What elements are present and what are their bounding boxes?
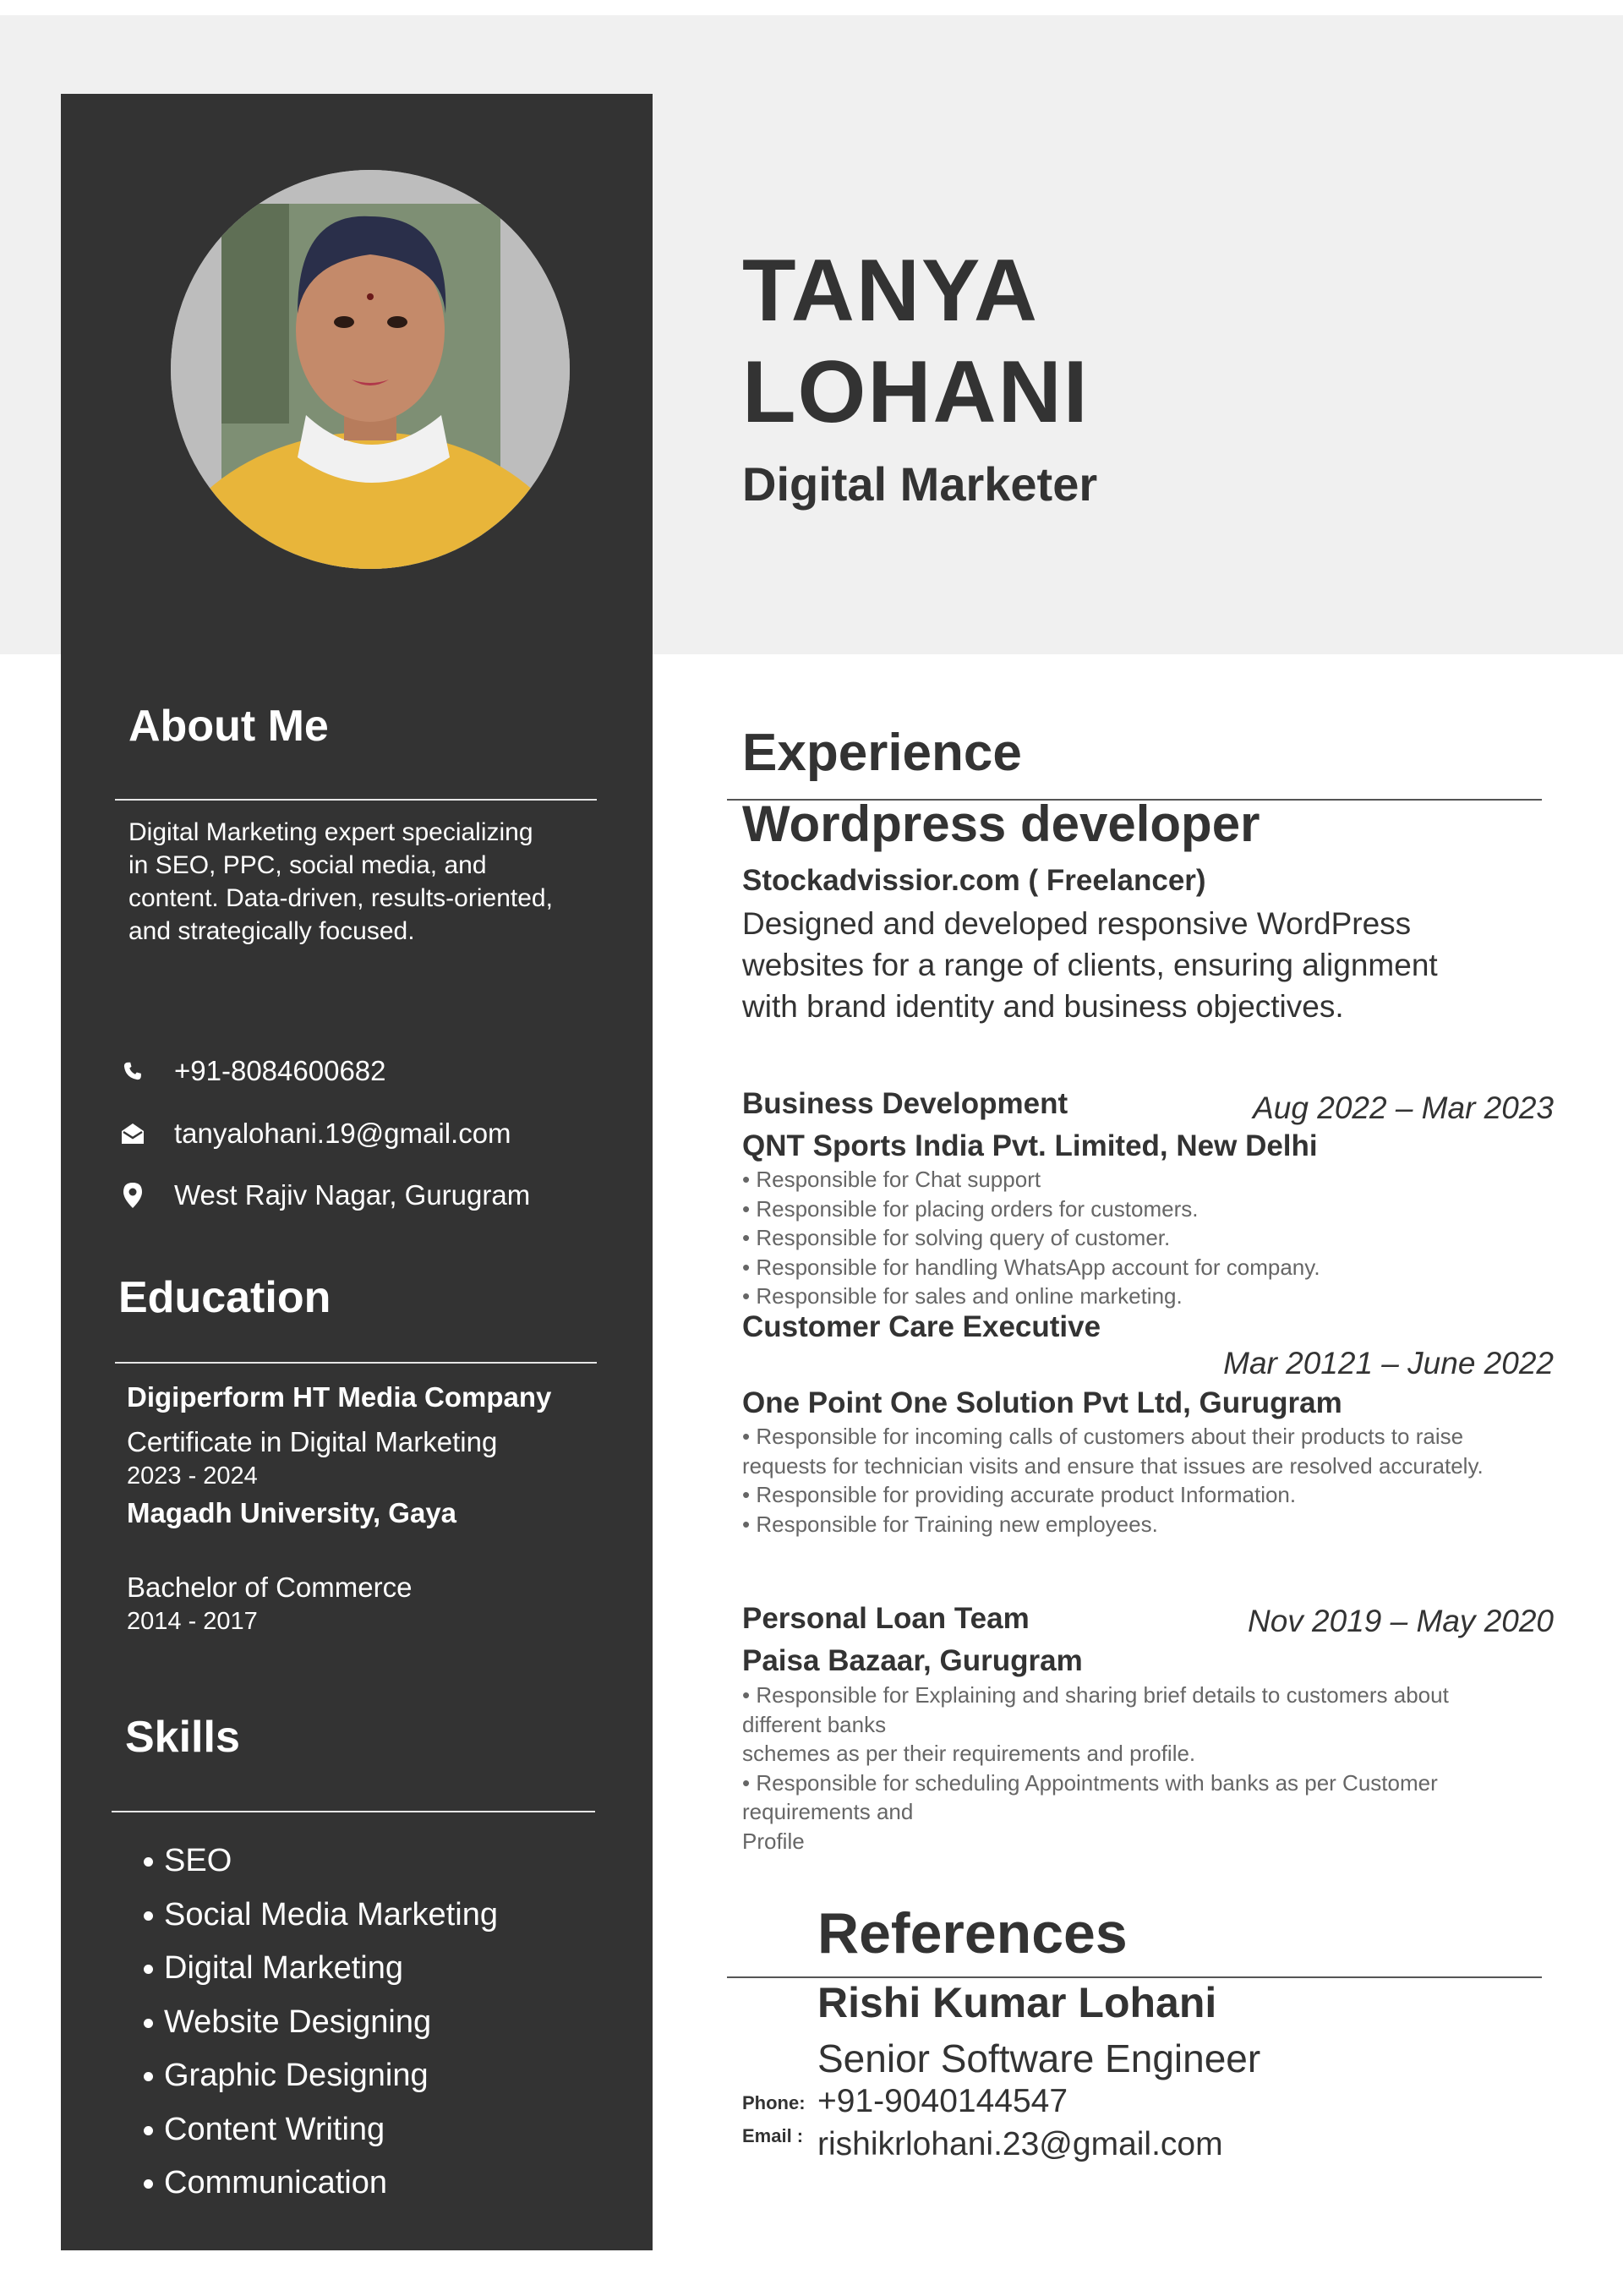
- reference-role: Senior Software Engineer: [817, 2036, 1261, 2080]
- reference-email-label: Email :: [742, 2125, 804, 2146]
- contact-location: [118, 1179, 530, 1211]
- job-4-bullet: requirements and: [742, 1799, 914, 1824]
- about-line: and strategically focused.: [128, 917, 415, 945]
- job-4-bullet: different banks: [742, 1711, 887, 1737]
- skill-label: Graphic Designing: [164, 2058, 429, 2093]
- bullet-dot-icon: [144, 2072, 153, 2081]
- skill-item: [144, 1893, 498, 1947]
- skill-item: [144, 2161, 498, 2215]
- job-3-title: Customer Care Executive: [742, 1310, 1101, 1343]
- job-4-title: Personal Loan Team: [742, 1602, 1030, 1635]
- bullet-dot-icon: [144, 2179, 153, 2189]
- job-2-date: Aug 2022 – Mar 2023: [1253, 1091, 1554, 1125]
- skill-label: Communication: [164, 2165, 387, 2200]
- about-divider: [115, 799, 597, 801]
- last-name: LOHANI: [742, 343, 1090, 441]
- reference-name: Rishi Kumar Lohani: [817, 1979, 1217, 2026]
- skills-list: [144, 1839, 498, 2215]
- bullet-dot-icon: [144, 1857, 153, 1867]
- envelope-icon: [118, 1119, 147, 1148]
- job-3-bullet: • Responsible for incoming calls of customers about their products to raise: [742, 1424, 1464, 1449]
- job-4-bullets: [742, 1681, 1587, 1856]
- job-4-date: Nov 2019 – May 2020: [1247, 1604, 1554, 1638]
- job-1-desc-line: websites for a range of clients, ensuring alignment: [742, 948, 1438, 982]
- location-text: West Rajiv Nagar, Gurugram: [174, 1179, 531, 1211]
- skill-label: Content Writing: [164, 2111, 385, 2147]
- reference-phone: +91-9040144547: [817, 2083, 1068, 2119]
- phone-icon: [118, 1057, 147, 1085]
- bullet-dot-icon: [144, 2126, 153, 2135]
- education-years-2: 2014 - 2017: [127, 1608, 258, 1635]
- about-line: in SEO, PPC, social media, and: [128, 851, 487, 879]
- skill-label: Website Designing: [164, 2004, 432, 2040]
- education-school-2: Magadh University, Gaya: [127, 1497, 457, 1528]
- profile-photo: [171, 170, 570, 569]
- skills-divider: [112, 1811, 595, 1812]
- job-4-company: Paisa Bazaar, Gurugram: [742, 1644, 1083, 1677]
- job-2-bullet: • Responsible for placing orders for customers.: [742, 1195, 1199, 1222]
- job-2-company: QNT Sports India Pvt. Limited, New Delhi: [742, 1129, 1318, 1162]
- skill-item: [144, 2053, 498, 2107]
- job-3-date: Mar 20121 – June 2022: [1223, 1346, 1554, 1380]
- job-3-bullet: • Responsible for Training new employees.: [742, 1511, 1158, 1537]
- reference-phone-label: Phone:: [742, 2092, 806, 2113]
- skill-item: [144, 1839, 498, 1893]
- job-4-bullet: schemes as per their requirements and profile.: [742, 1741, 1196, 1766]
- email-text: tanyalohani.19@gmail.com: [174, 1118, 511, 1149]
- education-heading: Education: [118, 1273, 331, 1322]
- about-line: content. Data-driven, results-oriented,: [128, 884, 553, 912]
- reference-email: rishikrlohani.23@gmail.com: [817, 2126, 1223, 2162]
- job-4-bullet: Profile: [742, 1828, 805, 1854]
- skill-label: Social Media Marketing: [164, 1896, 498, 1932]
- education-program-1: Certificate in Digital Marketing: [127, 1426, 498, 1457]
- education-years-1: 2023 - 2024: [127, 1462, 258, 1490]
- education-school-1: Digiperform HT Media Company: [127, 1381, 552, 1413]
- bullet-dot-icon: [144, 1911, 153, 1921]
- job-1-desc-line: Designed and developed responsive WordPress: [742, 906, 1412, 941]
- job-1-desc-line: with brand identity and business objectives.: [742, 989, 1344, 1024]
- education-program-2: Bachelor of Commerce: [127, 1572, 413, 1603]
- job-role: Digital Marketer: [742, 457, 1098, 511]
- job-3-bullets: [742, 1422, 1587, 1539]
- job-2-title: Business Development: [742, 1087, 1068, 1120]
- first-name: TANYA: [742, 242, 1039, 340]
- skill-label: SEO: [164, 1843, 232, 1878]
- location-pin-icon: [118, 1181, 147, 1210]
- job-1-company: Stockadvissior.com ( Freelancer): [742, 864, 1206, 897]
- job-2-bullet: • Responsible for sales and online marketing.: [742, 1283, 1183, 1309]
- about-text: [128, 816, 619, 948]
- skills-heading: Skills: [125, 1713, 240, 1762]
- contact-phone: [118, 1055, 386, 1087]
- bullet-dot-icon: [144, 2019, 153, 2028]
- contact-email: [118, 1118, 511, 1150]
- bullet-dot-icon: [144, 1965, 153, 1974]
- job-4-bullet: • Responsible for Explaining and sharing brief details to customers about: [742, 1682, 1449, 1708]
- skill-label: Digital Marketing: [164, 1950, 403, 1986]
- job-3-bullet: • Responsible for providing accurate product Information.: [742, 1482, 1297, 1507]
- about-line: Digital Marketing expert specializing: [128, 818, 533, 846]
- job-3-company: One Point One Solution Pvt Ltd, Gurugram: [742, 1386, 1342, 1419]
- profile-photo-graphic: [171, 170, 570, 569]
- experience-heading: Experience: [742, 724, 1022, 782]
- skill-item: [144, 2107, 498, 2162]
- job-1-title: Wordpress developer: [742, 795, 1260, 852]
- job-2-bullet: • Responsible for Chat support: [742, 1167, 1041, 1192]
- job-2-bullet: • Responsible for solving query of customer.: [742, 1225, 1171, 1250]
- about-heading: About Me: [128, 702, 329, 751]
- job-2-bullets: [742, 1165, 1587, 1311]
- skill-item: [144, 2000, 498, 2054]
- job-3-bullet: requests for technician visits and ensure that issues are resolved accurately.: [742, 1452, 1484, 1479]
- job-1-description: [742, 903, 1554, 1027]
- job-4-bullet: • Responsible for scheduling Appointments with banks as per Customer: [742, 1769, 1438, 1796]
- skill-item: [144, 1946, 498, 2000]
- phone-text: +91-8084600682: [174, 1055, 386, 1086]
- education-divider: [115, 1362, 597, 1364]
- references-heading: References: [817, 1901, 1128, 1965]
- job-2-bullet: • Responsible for handling WhatsApp account for company.: [742, 1254, 1320, 1280]
